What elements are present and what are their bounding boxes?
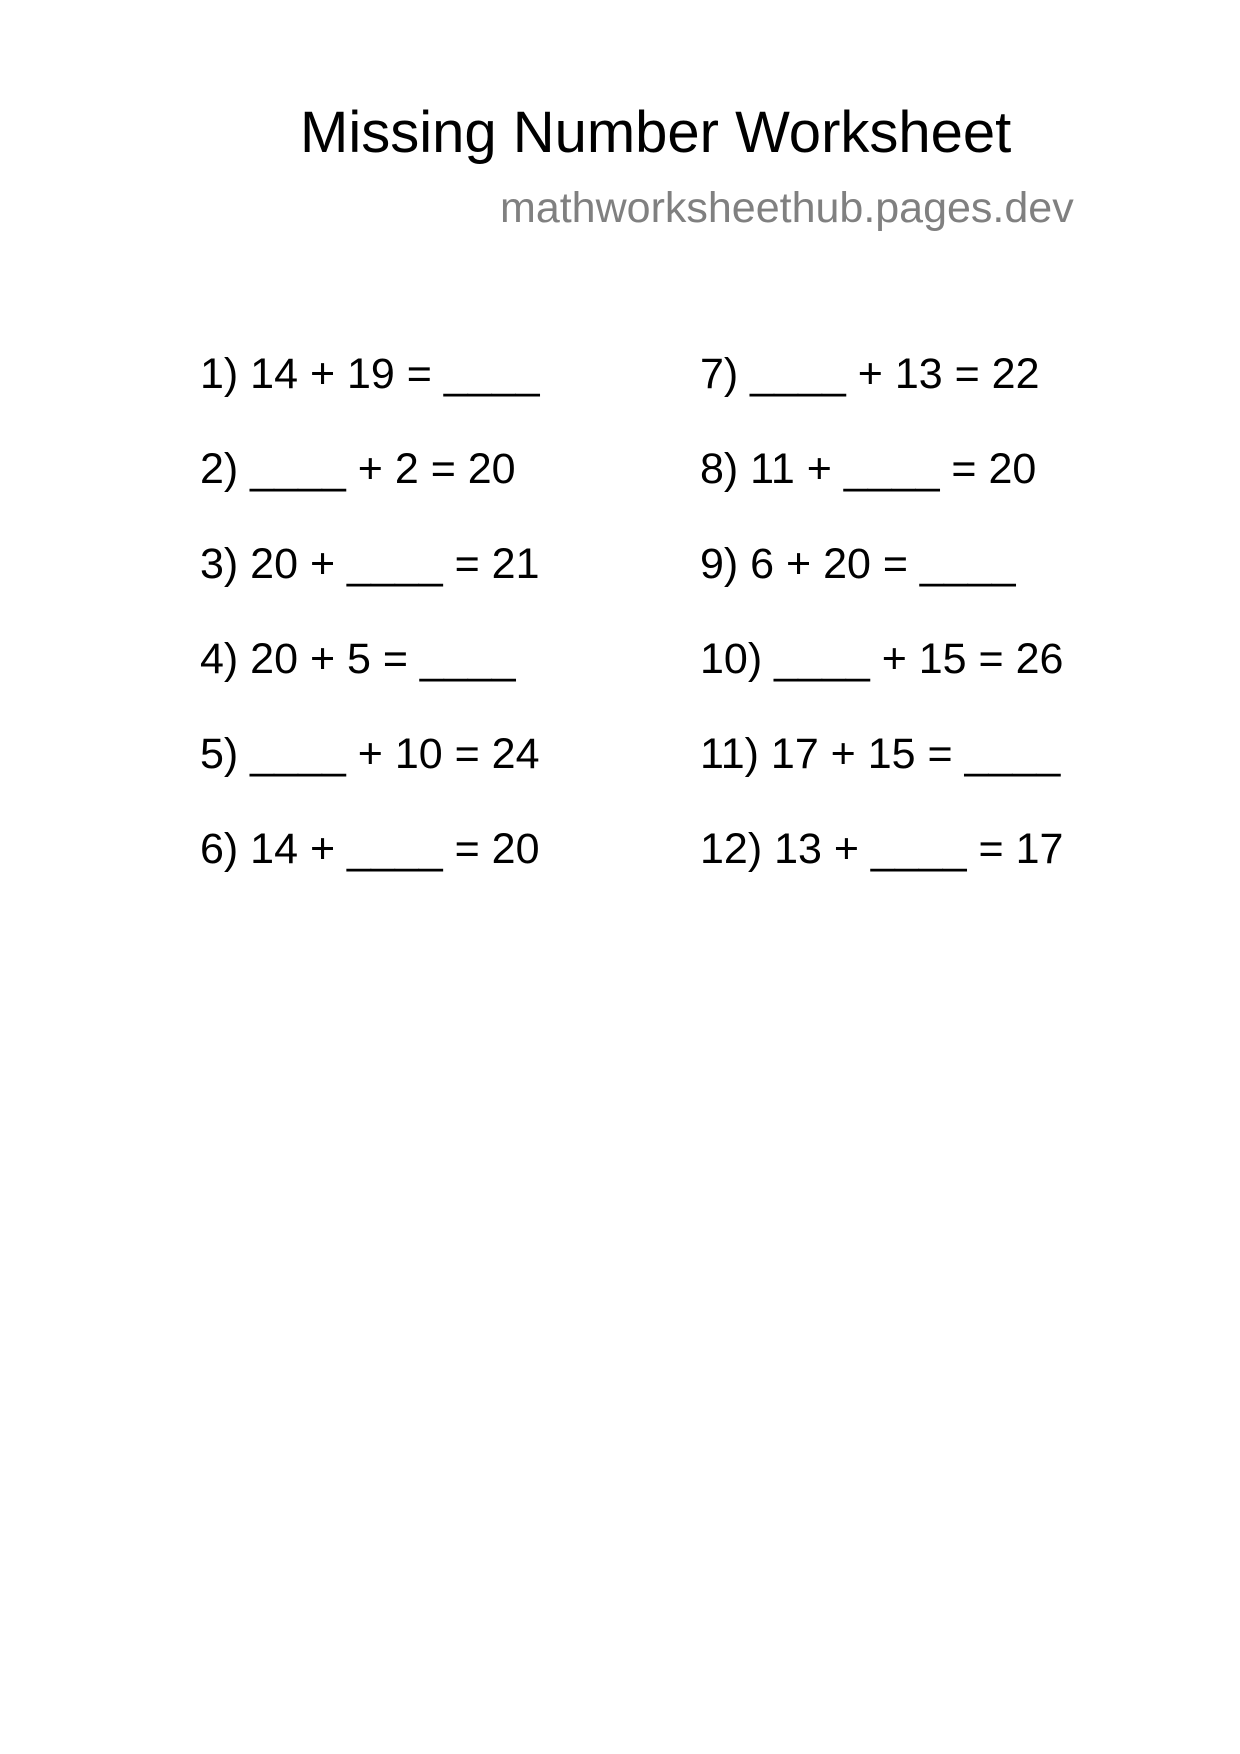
problem-12: 12) 13 + ____ = 17 [700, 825, 1064, 873]
problem-6: 6) 14 + ____ = 20 [200, 825, 540, 873]
website-url: mathworksheethub.pages.dev [500, 184, 1074, 232]
problem-7: 7) ____ + 13 = 22 [700, 350, 1040, 398]
problem-8: 8) 11 + ____ = 20 [700, 445, 1037, 493]
worksheet-title: Missing Number Worksheet [300, 100, 1012, 165]
problem-11: 11) 17 + 15 = ____ [700, 730, 1061, 778]
problem-column-right [700, 348, 1063, 918]
problem-10: 10) ____ + 15 = 26 [700, 635, 1064, 683]
problem-1: 1) 14 + 19 = ____ [200, 350, 540, 398]
problem-4: 4) 20 + 5 = ____ [200, 635, 516, 683]
problem-2: 2) ____ + 2 = 20 [200, 445, 516, 493]
problem-9: 9) 6 + 20 = ____ [700, 540, 1016, 588]
problem-5: 5) ____ + 10 = 24 [200, 730, 540, 778]
problem-3: 3) 20 + ____ = 21 [200, 540, 540, 588]
problem-column-left [200, 348, 540, 918]
